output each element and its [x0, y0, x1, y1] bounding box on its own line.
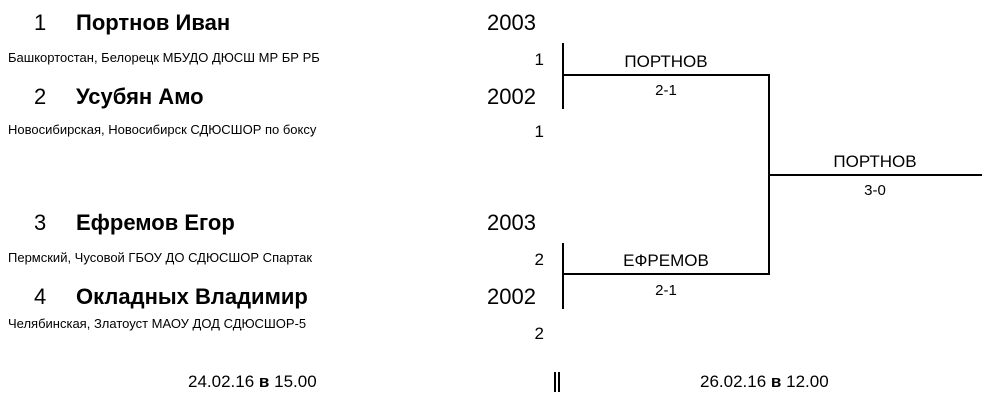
match-1-winner: ПОРТНОВ — [624, 52, 708, 71]
final-score: 3-0 — [864, 182, 886, 199]
match-2-winner: ЕФРЕМОВ — [623, 251, 709, 270]
date-separator-left — [554, 372, 556, 392]
round-1-word: в — [258, 372, 270, 391]
participant-1-name: Портнов Иван — [76, 10, 231, 35]
participant-2-year: 2002 — [487, 84, 536, 109]
participant-1-number: 1 — [34, 10, 47, 35]
participant-4-seed: 2 — [534, 324, 544, 343]
participant-4-number: 4 — [34, 284, 47, 309]
round-1-time: 15.00 — [274, 372, 317, 391]
participant-1-seed: 1 — [534, 50, 544, 69]
round-2-word: в — [770, 372, 782, 391]
participant-3-number: 3 — [34, 210, 47, 235]
participant-2-region: Новосибирская, Новосибирск СДЮСШОР по боксу — [8, 122, 317, 137]
participant-4-region: Челябинская, Златоуст МАОУ ДОД СДЮСШОР-5 — [8, 316, 307, 331]
bracket-match-2-horizontal — [562, 273, 770, 275]
final-winner: ПОРТНОВ — [833, 152, 917, 171]
participant-3-seed: 2 — [534, 250, 544, 269]
match-1-score: 2-1 — [655, 82, 677, 99]
date-separator-right — [558, 372, 560, 392]
participant-4-year: 2002 — [487, 284, 536, 309]
round-1-date: 24.02.16 — [188, 372, 255, 391]
round-2-time: 12.00 — [786, 372, 829, 391]
round-2-date: 26.02.16 — [700, 372, 767, 391]
round-1-schedule — [188, 372, 317, 392]
participant-3-region: Пермский, Чусовой ГБОУ ДО СДЮСШОР Спартак — [8, 250, 313, 265]
participant-3-year: 2003 — [487, 210, 536, 235]
match-2-score: 2-1 — [655, 282, 677, 299]
bracket-match-1-horizontal — [562, 74, 770, 76]
bracket-match-1-vertical — [562, 43, 564, 109]
participant-4-name: Окладных Владимир — [76, 284, 308, 309]
participant-1-year: 2003 — [487, 10, 536, 35]
bracket-final-horizontal — [768, 174, 982, 176]
participant-2-name: Усубян Амо — [76, 84, 204, 109]
participant-3-name: Ефремов Егор — [76, 210, 235, 235]
participant-2-seed: 1 — [534, 122, 544, 141]
participant-1-region: Башкортостан, Белорецк МБУДО ДЮСШ МР БР РБ — [8, 50, 320, 65]
round-2-schedule — [700, 372, 829, 392]
participant-2-number: 2 — [34, 84, 47, 109]
bracket-match-2-vertical — [562, 243, 564, 309]
